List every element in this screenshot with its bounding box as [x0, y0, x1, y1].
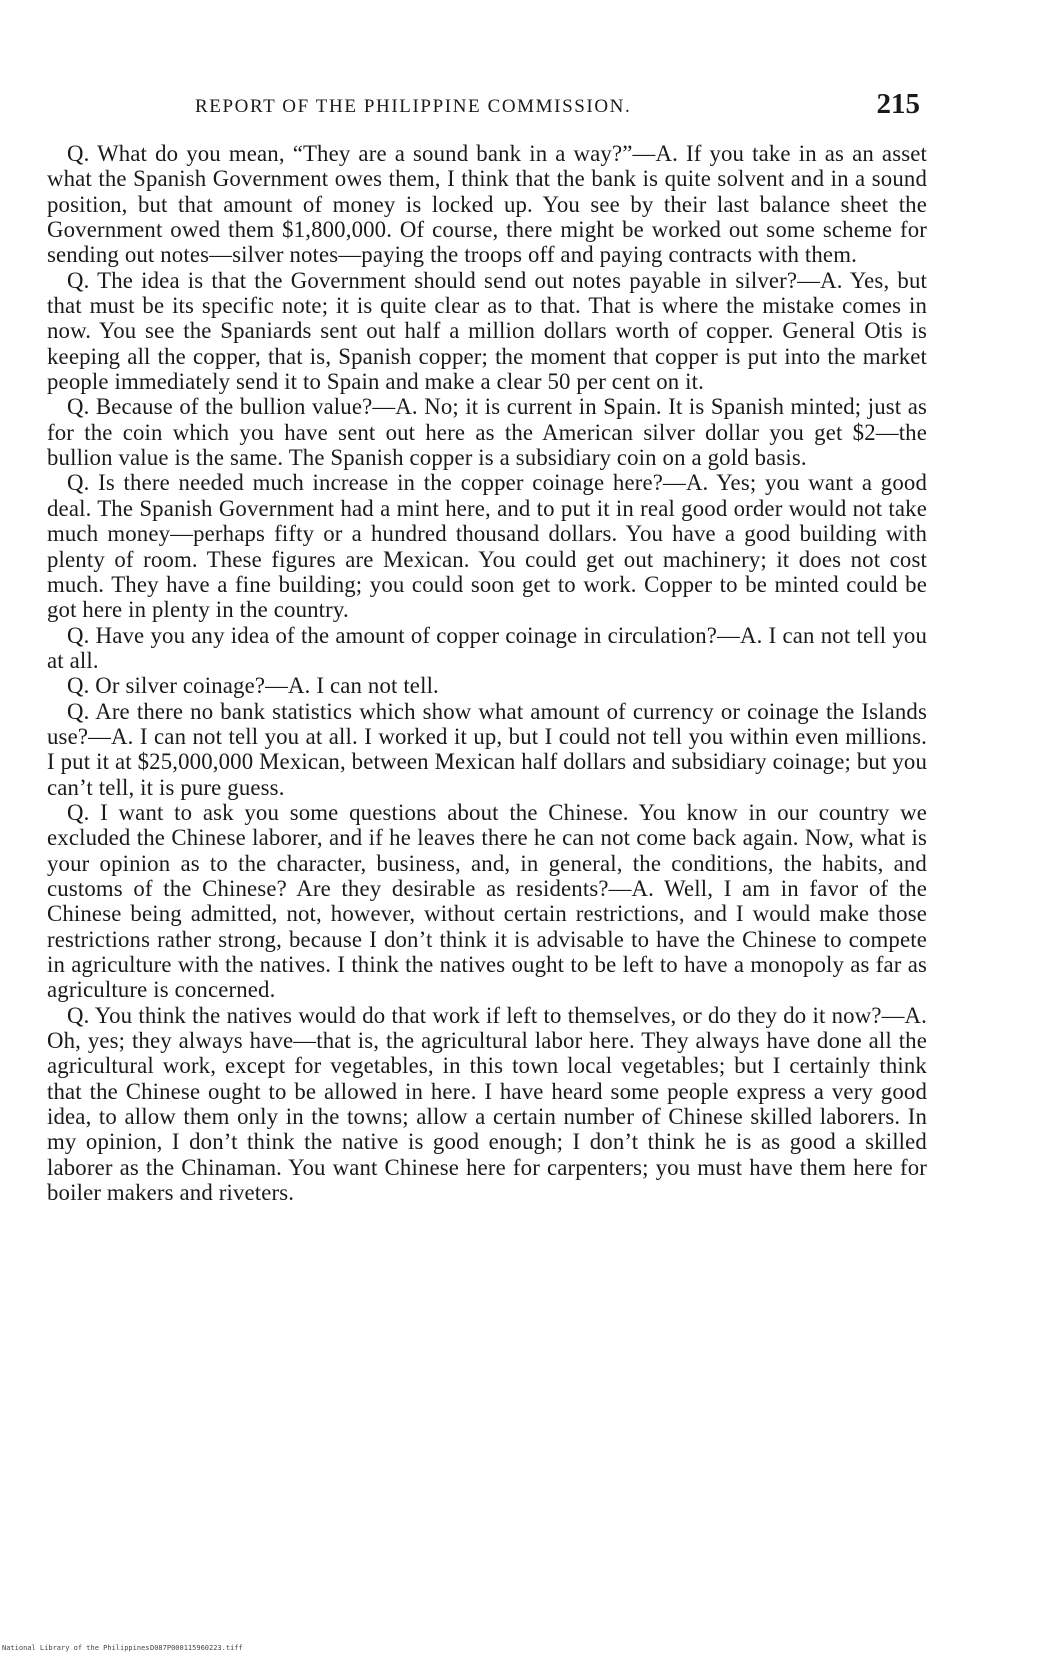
paragraph-sound-bank: Q. What do you mean, “They are a sound bank in a way?”—A. If you take in as an asset what the Spanish Government owes them, I think that the bank is quite solvent and in a sound position, but that amount of money is locked up. You see by their last balance sheet the Government owed them $1,800,000. Of course, there might be worked out some scheme for sending out notes—silver notes—paying the troops off and paying contracts with them. [47, 141, 927, 268]
paragraph-silver-coinage: Q. Or silver coinage?—A. I can not tell. [67, 673, 439, 699]
paragraph-chinese-residents: Q. I want to ask you some questions about the Chinese. You know in our country we excluded the Chinese laborer, and if he leaves there he can not come back again. Now, what is your opinion as to the character, business, and, in general, the conditions, the habits, and customs of the Chinese? Are they desirable as residents?—A. Well, I am in favor of the Chinese being admitted, not, however, without certain restrictions, and I would make those restrictions rather strong, because I don’t think it is advisable to have the Chinese to compete in agriculture with the natives. I think the natives ought to be left to have a monopoly as far as agriculture is concerned. [47, 799, 927, 1003]
paragraph-copper-coinage: Q. Is there needed much increase in the copper coinage here?—A. Yes; you want a good deal. The Spanish Government had a mint here, and to put it in real good order would not take much money—perhaps fifty or a hundred thousand dollars. You have a good building with plenty of room. These figures are Mexican. You could get out machinery; it does not cost much. They have a fine building; you could soon get to work. Copper to be minted could be got here in plenty in the country. [47, 470, 927, 623]
footer-library: National Library of the Philippines [2, 1644, 150, 1652]
paragraph-agricultural-labor: Q. You think the natives would do that work if left to themselves, or do they do it now?—A. Oh, yes; they always have—that is, the agricultural labor here. They always have done all the agricultural work, except for vegetables, in this town local vegetables; but I certainly think that the Chinese ought to be allowed in here. I have heard some people express a very good idea, to allow them only in the towns; allow a certain number of Chinese skilled laborers. In my opinion, I don’t think the native is good enough; I don’t think he is as good a skilled laborer as the Chinaman. You want Chinese here for carpenters; you must have them here for boiler makers and riveters. [47, 1002, 927, 1206]
footer-file: D087P000115960223.tiff [150, 1644, 243, 1652]
paragraph-bullion-value: Q. Because of the bullion value?—A. No; it is current in Spain. It is Spanish minted; just as for the coin which you have sent out here as the American silver dollar you get $2—the bullion value is the same. The Spanish copper is a subsidiary coin on a gold basis. [47, 394, 927, 471]
body-text [47, 141, 927, 1205]
running-head: REPORT OF THE PHILIPPINE COMMISSION. [195, 96, 632, 117]
paragraph-bank-statistics: Q. Are there no bank statistics which show what amount of currency or coinage the Islands use?—A. I can not tell you at all. I worked it up, but I could not tell you within even millions. I put it at $25,000,000 Mexican, between Mexican half dollars and subsidiary coinage; but you can’t tell, it is pure guess. [47, 698, 927, 800]
paragraph-copper-circulation: Q. Have you any idea of the amount of copper coinage in circulation?—A. I can not tell you at all. [47, 622, 927, 673]
document-page [40, 0, 1005, 1658]
paragraph-notes-payable-in-silver: Q. The idea is that the Government should send out notes payable in silver?—A. Yes, but that must be its specific note; it is quite clear as to that. That is where the mistake comes in now. You see the Spaniards sent out half a million dollars worth of copper. General Otis is keeping all the copper, that is, Spanish copper; the moment that copper is put into the market people immediately send it to Spain and make a clear 50 per cent on it. [47, 267, 927, 395]
page-header [40, 88, 920, 128]
page-number: 215 [876, 88, 920, 120]
